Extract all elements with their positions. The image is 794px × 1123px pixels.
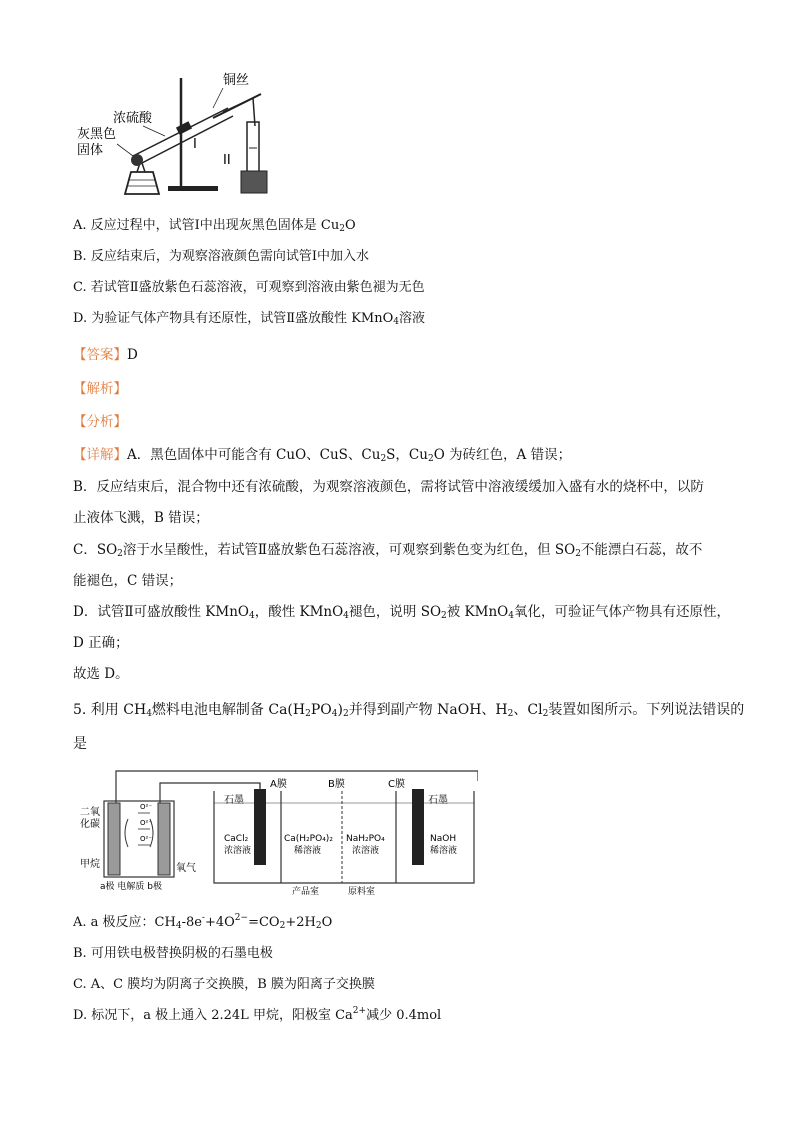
conclusion: 故选 D。 — [73, 666, 129, 682]
detail-d-line1: D．试管Ⅱ可盛放酸性 KMnO$_4$，酸性 KMnO$_4$褪色，说明 $SO_2$被 KMnO$_4$氧化，可验证气体产物具有还原性， — [73, 604, 730, 621]
tube-rack-block — [241, 171, 267, 193]
cell2-line1: Ca(H₂PO₄)₂ — [284, 834, 333, 844]
q5-option-a: A. a 极反应：$CH_4-8e^-+4O^{2-}=CO_2+2H_2O$ — [73, 913, 333, 931]
detail-c-line2: 能褪色，C 错误； — [73, 573, 183, 589]
label-fuel-cell-bottom: a极 电解质 b极 — [100, 882, 162, 892]
label-membrane-b: B膜 — [328, 779, 345, 790]
label-graphite-right: 石墨 — [428, 795, 448, 806]
test-tube-2 — [241, 122, 267, 193]
q5-stem-line2: 是 — [73, 736, 87, 752]
cell1-line2: 浓溶液 — [224, 846, 252, 856]
label-membrane-c: C膜 — [388, 779, 405, 790]
stand-base — [168, 186, 218, 191]
label-gray-black-2: 固体 — [77, 143, 104, 158]
q5-option-c: C. A、C 膜均为阴离子交换膜，B 膜为阳离子交换膜 — [73, 977, 375, 992]
label-co2-2: 化碳 — [80, 819, 100, 830]
answer-value: D — [127, 347, 138, 363]
q5-option-d: D. 标况下，a 极上通入 2.24L 甲烷，阳极室 $Ca^{2+}$减少 0.4mol — [73, 1006, 442, 1023]
cell2-line2: 稀溶液 — [294, 846, 322, 856]
detail-b-line2: 止液体飞溅，B 错误； — [73, 510, 209, 526]
cell4-line1: NaOH — [430, 834, 457, 844]
ion-o2-3: O²⁻ — [140, 835, 153, 843]
answer-line — [73, 343, 138, 363]
alcohol-lamp — [125, 172, 159, 194]
apparatus-figure — [73, 68, 273, 198]
label-membrane-a: A膜 — [270, 779, 287, 790]
label-conc-acid: 浓硫酸 — [113, 111, 153, 126]
graphite-cathode — [412, 789, 424, 865]
label-oxygen: 氧气 — [176, 863, 196, 874]
label-methane: 甲烷 — [80, 859, 100, 870]
graphite-anode — [254, 789, 266, 865]
q5-stem-line1: 5. 利用 $CH_4$燃料电池电解制备 $Ca(H_2PO_4)_2$并得到副产物 NaOH、$H_2$、$Cl_2$装置如图所示。下列说法错误的 — [73, 702, 745, 719]
q4-option-b: B. 反应结束后，为观察溶液颜色需向试管Ⅰ中加入水 — [73, 249, 369, 264]
answer-label: 【答案】 — [73, 347, 127, 363]
q4-option-c: C. 若试管Ⅱ盛放紫色石蕊溶液，可观察到溶液由紫色褪为无色 — [73, 280, 425, 295]
q4-option-d: D. 为验证气体产物具有还原性，试管Ⅱ盛放酸性 KMnO$_4$溶液 — [73, 311, 425, 327]
label-raw-room: 原料室 — [348, 887, 376, 895]
fuel-cell — [104, 801, 174, 877]
analysis-label: 【解析】 — [73, 381, 127, 397]
cell3-line1: NaH₂PO₄ — [346, 834, 385, 844]
label-tube-2: II — [223, 153, 231, 168]
fenxi-label: 【分析】 — [73, 414, 127, 430]
label-copper-wire: 铜丝 — [223, 73, 250, 88]
detail-a: 【详解】A．黑色固体中可能含有 CuO、CuS、$Cu_2S$，$Cu_2O$ 为砖红色，A 错误； — [73, 447, 572, 464]
label-graphite-left: 石墨 — [224, 795, 244, 806]
q5-option-b: B. 可用铁电极替换阴极的石墨电极 — [73, 946, 273, 961]
label-product-room: 产品室 — [292, 887, 320, 895]
detail-b-line1: B．反应结束后，混合物中还有浓硫酸，为观察溶液颜色，需将试管中溶液缓缓加入盛有水的烧杯中，以防 — [73, 479, 704, 495]
label-tube-1: I — [193, 137, 197, 152]
detail-c-line1: C．$SO_2$溶于水呈酸性，若试管Ⅱ盛放紫色石蕊溶液，可观察到紫色变为红色，但 $SO_2$不能漂白石蕊，故不 — [73, 542, 703, 559]
ion-o2-2: O²⁻ — [140, 819, 153, 827]
electrolysis-figure — [78, 763, 478, 895]
q4-option-a: A. 反应过程中，试管Ⅰ中出现灰黑色固体是 $Cu_2O$ — [73, 218, 356, 234]
electrode-a — [108, 803, 120, 875]
cell4-line2: 稀溶液 — [430, 846, 458, 856]
cell3-line2: 浓溶液 — [352, 846, 380, 856]
ion-o2-1: O²⁻ — [140, 803, 153, 811]
cell1-line1: CaCl₂ — [224, 834, 249, 844]
label-co2-1: 二氧 — [80, 807, 100, 818]
label-gray-black-1: 灰黑色 — [77, 127, 117, 142]
detail-d-line2: D 正确； — [73, 635, 129, 651]
electrode-b — [158, 803, 170, 875]
